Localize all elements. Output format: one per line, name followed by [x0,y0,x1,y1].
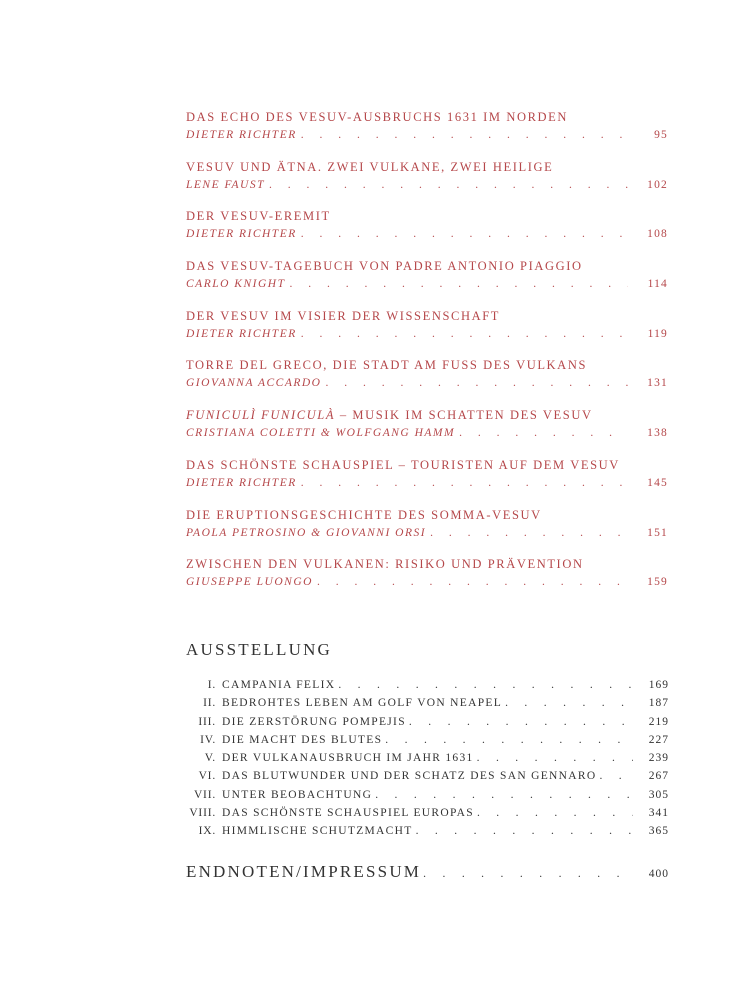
item-page-number: 341 [648,807,669,820]
exhibition-item[interactable] [183,822,669,840]
entry-title: VESUV UND ÄTNA. ZWEI VULKANE, ZWEI HEILIGE [186,159,554,174]
entry-author: GIUSEPPE LUONGO [186,576,313,589]
toc-entry[interactable] [186,207,668,257]
dot-leader [423,868,629,880]
entry-page-number: 95 [654,129,668,141]
dot-leader [338,676,633,694]
item-page-number: 219 [648,715,669,728]
endnotes-entry[interactable] [186,862,669,882]
endnotes-page-number: 400 [648,868,669,880]
item-page-number: 365 [648,825,669,838]
entry-title: DAS ECHO DES VESUV-AUSBRUCHS 1631 IM NORDEN [186,110,569,124]
entry-title: DIE ERUPTIONSGESCHICHTE DES SOMMA-VESUV [186,507,542,522]
item-title: UNTER BEOBACHTUNG [222,788,373,801]
entry-page-number: 138 [647,427,668,440]
dot-leader [269,176,628,194]
essay-list [186,108,668,605]
item-numeral: VIII. [189,807,216,820]
entry-author: DIETER RICHTER [186,327,297,340]
entry-page-number: 119 [647,327,668,340]
dot-leader [459,424,628,442]
entry-title: DAS VESUV-TAGEBUCH VON PADRE ANTONIO PIAGGIO [186,259,583,274]
toc-entry[interactable] [186,506,668,556]
dot-leader [317,573,628,591]
item-numeral: I. [207,679,216,691]
item-page-number: 187 [648,697,669,710]
exhibition-item[interactable] [183,694,669,712]
toc-entry[interactable] [186,257,668,307]
item-title: HIMMLISCHE SCHUTZMACHT [222,825,413,838]
exhibition-item[interactable] [183,713,669,731]
entry-author: CARLO KNIGHT [186,278,286,291]
entry-page-number: 145 [647,476,668,489]
dot-leader [430,524,628,542]
dot-leader [289,275,628,293]
endnotes-title: ENDNOTEN/IMPRESSUM [186,862,422,881]
entry-author: DIETER RICHTER [186,476,297,489]
dot-leader [326,374,629,392]
entry-title: DER VESUV IM VISIER DER WISSENSCHAFT [186,308,501,323]
entry-page-number: 131 [647,377,668,390]
entry-author: PAOLA PETROSINO & GIOVANNI ORSI [186,526,427,539]
dot-leader [301,325,628,343]
entry-author: GIOVANNA ACCARDO [186,377,322,390]
item-page-number: 239 [648,752,669,765]
dot-leader [375,786,633,804]
item-title: DAS SCHÖNSTE SCHAUSPIEL EUROPAS [222,807,474,820]
item-page-number: 267 [648,770,669,783]
exhibition-item[interactable] [183,804,669,822]
item-title: DAS BLUTWUNDER UND DER SCHATZ DES SAN GENNARO [222,770,597,783]
item-title: BEDROHTES LEBEN AM GOLF VON NEAPEL [222,697,503,710]
exhibition-item[interactable] [183,676,669,694]
exhibition-item[interactable] [183,786,669,804]
section-heading: AUSSTELLUNG [186,640,333,659]
dot-leader [599,767,633,785]
entry-title-rest: – MUSIK IM SCHATTEN DES VESUV [335,408,593,423]
item-page-number: 305 [648,788,669,801]
toc-entry[interactable] [186,307,668,357]
dot-leader [301,225,628,243]
entry-title: DER VESUV-EREMIT [186,209,331,224]
exhibition-item[interactable] [183,731,669,749]
item-numeral: II. [203,697,216,710]
dot-leader [301,474,628,492]
dot-leader [416,822,633,840]
item-numeral: III. [198,715,216,728]
item-numeral: VI. [198,770,216,783]
item-title: DIE MACHT DES BLUTES [222,733,383,746]
entry-author: DIETER RICHTER [186,129,297,141]
entry-page-number: 159 [647,576,668,589]
dot-leader [409,713,633,731]
toc-entry[interactable] [186,406,668,456]
item-page-number: 227 [648,733,669,746]
toc-entry[interactable] [186,555,668,605]
entry-page-number: 114 [647,278,668,291]
item-page-number: 169 [648,679,669,691]
item-numeral: IV. [200,733,216,746]
dot-leader [301,126,628,144]
item-numeral: IX. [198,825,216,838]
entry-title: TORRE DEL GRECO, DIE STADT AM FUSS DES VULKANS [186,358,587,373]
entry-page-number: 102 [647,178,668,191]
entry-author: LENE FAUST [186,178,266,191]
entry-page-number: 108 [647,228,668,241]
entry-page-number: 151 [647,526,668,539]
toc-entry[interactable] [186,158,668,208]
dot-leader [385,731,633,749]
exhibition-item[interactable] [183,749,669,767]
dot-leader [477,749,633,767]
entry-author: DIETER RICHTER [186,228,297,241]
entry-title-italic: FUNICULÌ FUNICULÀ [186,408,336,423]
entry-title: DAS SCHÖNSTE SCHAUSPIEL – TOURISTEN AUF DEM VESUV [186,457,620,472]
exhibition-item[interactable] [183,767,669,785]
exhibition-list [183,676,669,841]
item-title: CAMPANIA FELIX [222,679,336,691]
item-numeral: VII. [193,788,216,801]
toc-entry[interactable] [186,356,668,406]
dot-leader [505,694,633,712]
dot-leader [477,804,633,822]
toc-entry[interactable] [186,108,668,158]
entry-author: CRISTIANA COLETTI & WOLFGANG HAMM [186,427,456,440]
entry-title: ZWISCHEN DEN VULKANEN: RISIKO UND PRÄVENTION [186,557,584,572]
item-title: DER VULKANAUSBRUCH IM JAHR 1631 [222,752,474,765]
toc-entry[interactable] [186,456,668,506]
entry-title [186,406,668,424]
item-numeral: V. [204,752,216,765]
item-title: DIE ZERSTÖRUNG POMPEJIS [222,715,406,728]
